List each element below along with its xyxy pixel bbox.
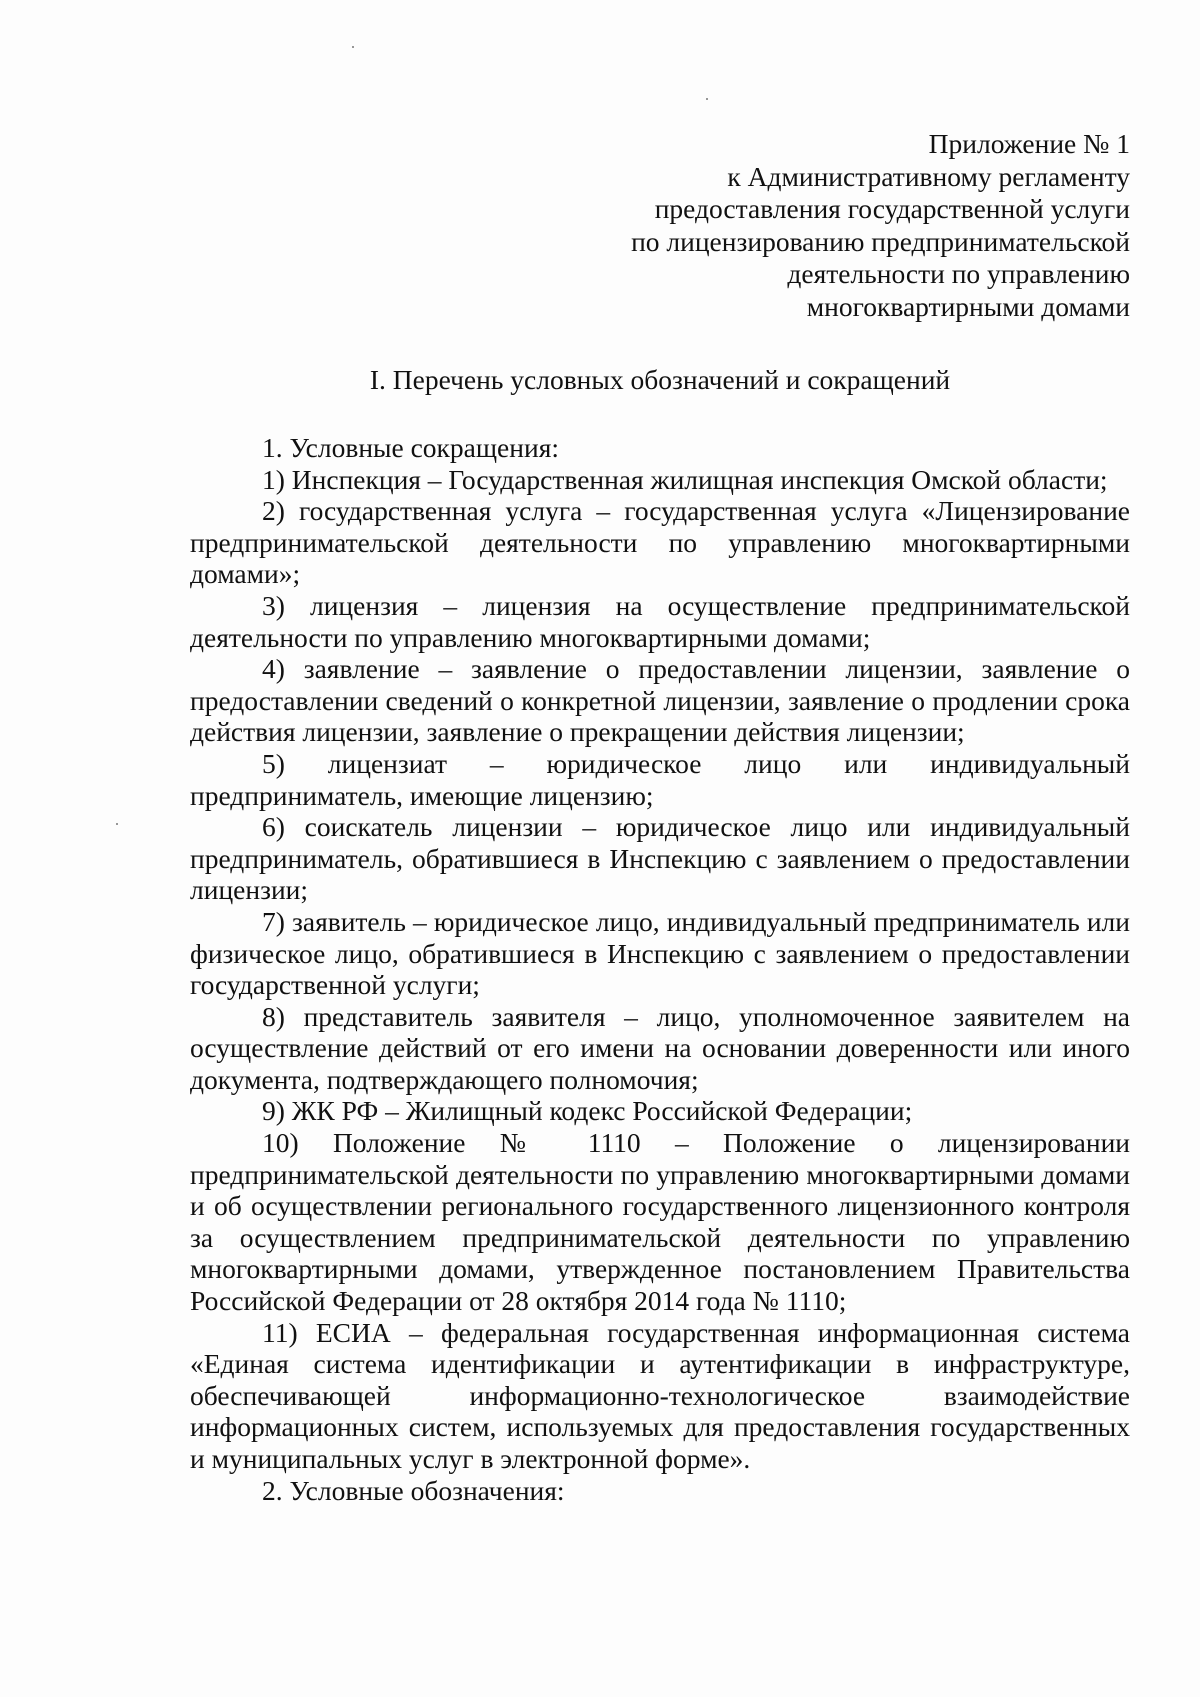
scan-speck xyxy=(352,46,354,48)
document-body xyxy=(190,432,1130,1506)
paragraph-abbreviations-heading: 1. Условные сокращения: xyxy=(262,432,559,463)
scan-speck xyxy=(706,98,708,100)
section-title: I. Перечень условных обозначений и сокращений xyxy=(369,364,951,395)
paragraph-item-6: 6) соискатель лицензии – юридическое лицо или индивидуальный предприниматель, обратившиеся в Инспекцию с заявлением о предоставлении лицензии; xyxy=(190,811,1130,906)
appendix-line: предоставления государственной услуги xyxy=(654,193,1130,224)
appendix-line: многоквартирными домами xyxy=(806,290,1130,322)
paragraph-item-4: 4) заявление – заявление о предоставлении лицензии, заявление о предоставлении сведений о конкретной лицензии, заявление о продлении срока действия лицензии, заявление о прекращении действия лицензии; xyxy=(190,653,1130,748)
appendix-number: Приложение № 1 xyxy=(928,128,1130,159)
paragraph-item-7: 7) заявитель – юридическое лицо, индивидуальный предприниматель или физическое лицо, обратившиеся в Инспекцию с заявлением о предоставлении государственной услуги; xyxy=(190,905,1130,1001)
appendix-line: по лицензированию предпринимательской xyxy=(631,225,1130,257)
paragraph-item-2: 2) государственная услуга – государственная услуга «Лицензирование предпринимательской деятельности по управлению многоквартирными домами»; xyxy=(190,495,1130,590)
paragraph-item-8: 8) представитель заявителя – лицо, уполномоченное заявителем на осуществление действий от его имени на основании доверенности или иного документа, подтверждающего полномочия; xyxy=(190,1000,1130,1095)
paragraph-item-10: 10) Положение № 1110 – Положение о лицензировании предпринимательской деятельности по управлению многоквартирными домами и об осуществлении регионального государственного лицензионного контроля за осуществлением предпринимательской деятельности по управлению многоквартирными домами, утвержденное постановлением Правительства Российской Федерации от 28 октября 2014 года № 1110; xyxy=(190,1127,1130,1317)
paragraph-item-11: 11) ЕСИА – федеральная государственная информационная система «Единая система идентификации и аутентификации в инфраструктуре, обеспечивающей информационно-технологическое взаимодействие информационных систем, используемых для предоставления государственных и муниципальных услуг в электронной форме». xyxy=(190,1316,1130,1474)
appendix-line: деятельности по управлению xyxy=(787,258,1130,289)
scan-speck xyxy=(116,823,118,825)
appendix-header xyxy=(560,128,1130,323)
appendix-line: к Административному регламенту xyxy=(727,160,1130,192)
paragraph-item-5: 5) лицензиат – юридическое лицо или индивидуальный предприниматель, имеющие лицензию; xyxy=(190,747,1130,811)
paragraph-designations-heading: 2. Условные обозначения: xyxy=(262,1474,565,1506)
paragraph-item-3: 3) лицензия – лицензия на осуществление предпринимательской деятельности по управлению многоквартирными домами; xyxy=(190,589,1130,653)
paragraph-item-9: 9) ЖК РФ – Жилищный кодекс Российской Федерации; xyxy=(262,1095,913,1127)
paragraph-item-1: 1) Инспекция – Государственная жилищная инспекция Омской области; xyxy=(262,463,1108,495)
